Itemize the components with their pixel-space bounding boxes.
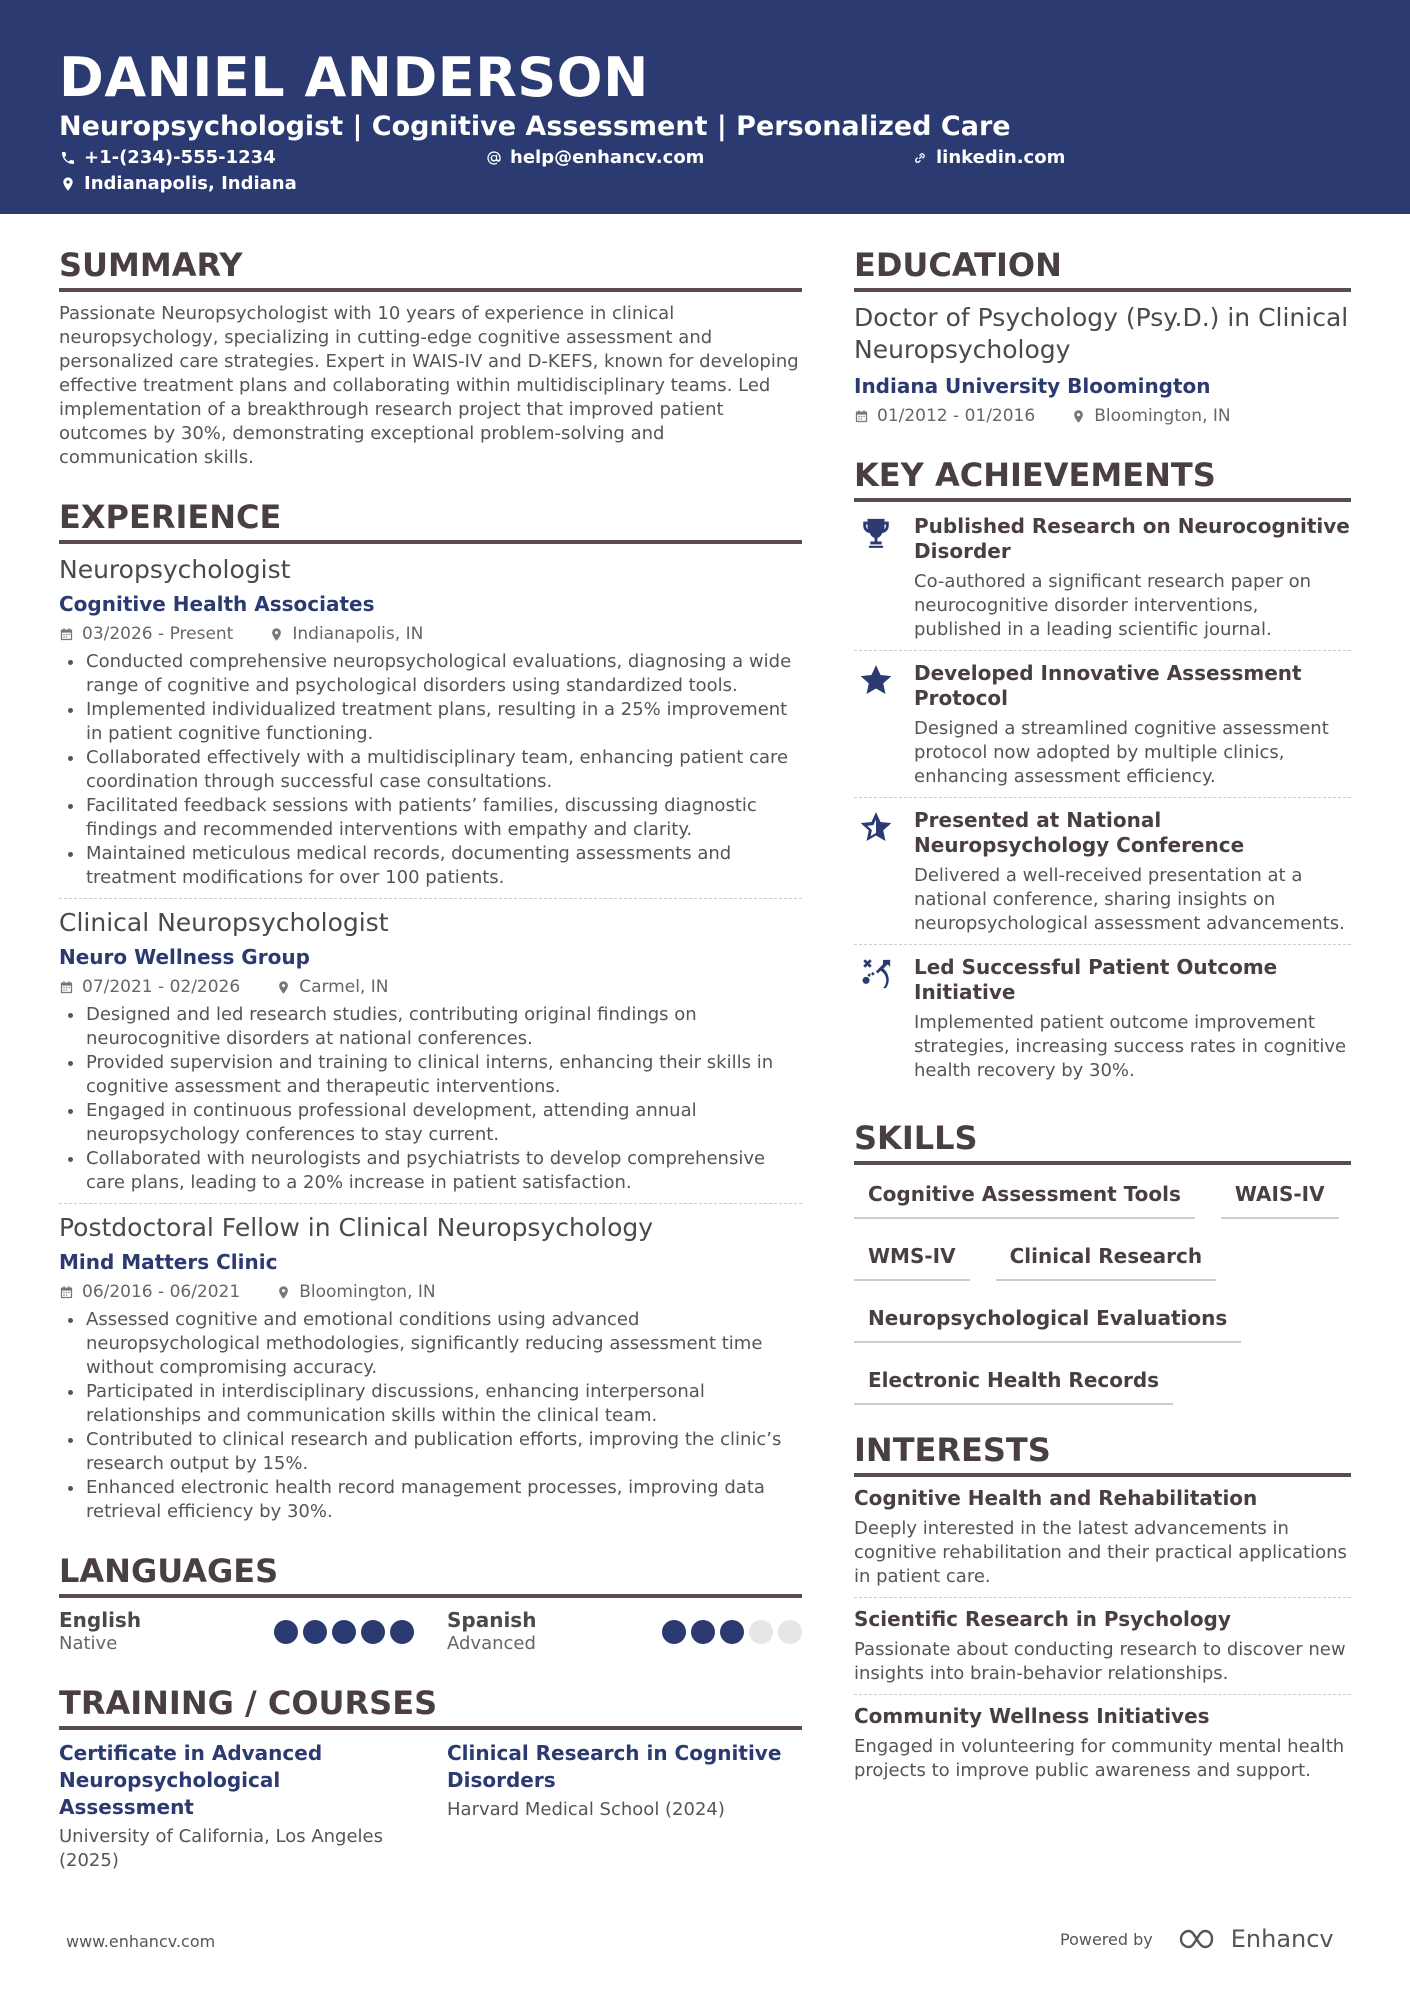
company-name: Mind Matters Clinic <box>59 1250 278 1274</box>
job-bullet: Provided supervision and training to clinical interns, enhancing their skills in cognitive assessment and therapeutic interventions. <box>59 1051 802 1099</box>
job-meta <box>59 975 802 999</box>
training-section <box>59 1684 802 1873</box>
language-rating <box>662 1620 802 1644</box>
summary-text: Passionate Neuropsychologist with 10 years of experience in clinical neuropsychology, specializing in cutting-edge cognitive assessment and personalized care strategies. Expert in WAIS-IV and D-KEFS, known for developing effective treatment plans and collaborating within multidisciplinary teams. Led implementation of a breakthrough research project that improved patient outcomes by 30%, demonstrating exceptional problem-solving and communication skills. <box>59 303 799 468</box>
phone-icon <box>60 150 76 166</box>
interest-item <box>854 1598 1351 1695</box>
skill-tag: Electronic Health Records <box>854 1359 1173 1405</box>
course-institution: University of California, Los Angeles (2025) <box>59 1826 384 1871</box>
job-title: Neuropsychologist <box>59 555 291 584</box>
language-level: Advanced <box>447 1633 536 1654</box>
job-bullet: Collaborated with neurologists and psychiatrists to develop comprehensive care plans, leading to a 20% increase in patient satisfaction. <box>59 1147 802 1195</box>
education-location: Bloomington, IN <box>1094 406 1231 426</box>
degree-title: Doctor of Psychology (Psy.D.) in Clinical Neuropsychology <box>854 303 1349 364</box>
achievement-icon-wrap <box>854 661 898 789</box>
job-title: Clinical Neuropsychologist <box>59 908 389 937</box>
interests-heading: INTERESTS <box>854 1431 1351 1477</box>
at-sign-icon <box>486 150 502 166</box>
job-bullet: Facilitated feedback sessions with patients’ families, discussing diagnostic findings and recommended interventions with empathy and clarity. <box>59 794 802 842</box>
course-title: Clinical Research in Cognitive Disorders <box>447 1741 782 1792</box>
achievements-heading: KEY ACHIEVEMENTS <box>854 456 1351 502</box>
rating-dot <box>749 1620 773 1644</box>
interest-title: Scientific Research in Psychology <box>854 1607 1231 1631</box>
skills-section <box>854 1119 1351 1405</box>
summary-section <box>59 246 802 470</box>
resume-header <box>0 0 1410 214</box>
achievement-icon-wrap <box>854 514 898 642</box>
rating-dot <box>274 1620 298 1644</box>
job-bullets <box>59 650 802 890</box>
course-item <box>447 1740 802 1873</box>
course-title: Certificate in Advanced Neuropsychological Assessment <box>59 1741 323 1819</box>
job-dates: 06/2016 - 06/2021 <box>82 1282 241 1302</box>
skill-tag: WMS-IV <box>854 1235 970 1281</box>
interest-description: Passionate about conducting research to discover new insights into brain-behavior relationships. <box>854 1639 1346 1684</box>
job-entry <box>59 1212 802 1532</box>
rating-dot <box>303 1620 327 1644</box>
achievements-section <box>854 456 1351 1091</box>
achievement-item <box>854 504 1351 651</box>
job-bullet: Engaged in continuous professional development, attending annual neuropsychology conferences to stay current. <box>59 1099 802 1147</box>
language-item <box>59 1608 414 1656</box>
achievement-title: Led Successful Patient Outcome Initiative <box>914 955 1278 1004</box>
email-link[interactable]: help@enhancv.com <box>510 147 705 168</box>
job-bullet: Collaborated effectively with a multidisciplinary team, enhancing patient care coordination through successful case consultations. <box>59 746 802 794</box>
interest-description: Engaged in volunteering for community mental health projects to improve public awareness and support. <box>854 1736 1345 1781</box>
skills-heading: SKILLS <box>854 1119 1351 1165</box>
job-meta <box>59 1280 802 1304</box>
job-bullet: Enhanced electronic health record management processes, improving data retrieval efficiency by 30%. <box>59 1476 802 1524</box>
star-filled-icon <box>859 663 893 697</box>
course-institution: Harvard Medical School (2024) <box>447 1799 725 1820</box>
experience-section <box>59 498 802 1532</box>
experience-heading: EXPERIENCE <box>59 498 802 544</box>
job-bullet: Conducted comprehensive neuropsychological evaluations, diagnosing a wide range of cognitive and psychological disorders using standardized tools. <box>59 650 802 698</box>
brand-logo[interactable] <box>1177 1925 1334 1953</box>
achievement-title: Published Research on Neurocognitive Disorder <box>914 514 1350 563</box>
star-outline-icon <box>859 810 893 844</box>
interests-section <box>854 1431 1351 1791</box>
achievement-item <box>854 945 1351 1091</box>
job-dates: 03/2026 - Present <box>82 624 234 644</box>
calendar-icon <box>59 1285 74 1300</box>
education-dates: 01/2012 - 01/2016 <box>877 406 1036 426</box>
achievement-description: Designed a streamlined cognitive assessment protocol now adopted by multiple clinics, enhancing assessment efficiency. <box>914 718 1329 787</box>
achievement-icon-wrap <box>854 808 898 936</box>
languages-list <box>59 1608 802 1656</box>
achievement-title: Developed Innovative Assessment Protocol <box>914 661 1302 710</box>
language-name: English <box>59 1608 142 1632</box>
linkedin-link[interactable]: linkedin.com <box>936 147 1066 168</box>
candidate-name: DANIEL ANDERSON <box>59 46 649 109</box>
job-bullet: Maintained meticulous medical records, documenting assessments and treatment modifications for over 100 patients. <box>59 842 802 890</box>
summary-heading: SUMMARY <box>59 246 802 292</box>
location-text: Indianapolis, Indiana <box>84 173 297 194</box>
location-pin-icon <box>276 1285 291 1300</box>
powered-by-label: Powered by <box>1060 1929 1153 1949</box>
experience-list <box>59 554 802 1532</box>
trophy-icon <box>859 516 893 550</box>
achievement-description: Implemented patient outcome improvement strategies, increasing success rates in cognitive health recovery by 30%. <box>914 1012 1347 1081</box>
job-bullet: Designed and led research studies, contributing original findings on neurocognitive disorders at national conferences. <box>59 1003 802 1051</box>
phone-text: +1-(234)-555-1234 <box>84 147 276 168</box>
location-pin-icon <box>1071 409 1086 424</box>
rating-dot <box>662 1620 686 1644</box>
company-name: Neuro Wellness Group <box>59 945 310 969</box>
language-rating <box>274 1620 414 1644</box>
location-pin-icon <box>276 980 291 995</box>
skill-tag: Neuropsychological Evaluations <box>854 1297 1241 1343</box>
skill-tag: WAIS-IV <box>1221 1173 1339 1219</box>
achievement-item <box>854 798 1351 945</box>
achievement-title: Presented at National Neuropsychology Conference <box>914 808 1245 857</box>
achievements-list <box>854 504 1351 1091</box>
footer-branding <box>1060 1925 1334 1953</box>
education-heading: EDUCATION <box>854 246 1351 292</box>
calendar-icon <box>854 409 869 424</box>
courses-list <box>59 1740 802 1873</box>
interest-description: Deeply interested in the latest advancements in cognitive rehabilitation and their practical applications in patient care. <box>854 1518 1347 1587</box>
enhancv-logo-icon <box>1177 1926 1227 1952</box>
right-column <box>854 246 1351 1791</box>
location-pin-icon <box>269 627 284 642</box>
contact-email[interactable] <box>486 146 704 170</box>
interest-title: Cognitive Health and Rehabilitation <box>854 1486 1258 1510</box>
achievement-item <box>854 651 1351 798</box>
link-icon <box>912 150 928 166</box>
rating-dot <box>720 1620 744 1644</box>
calendar-icon <box>59 980 74 995</box>
job-dates: 07/2021 - 02/2026 <box>82 977 241 997</box>
rating-dot <box>361 1620 385 1644</box>
job-meta <box>59 622 802 646</box>
calendar-icon <box>59 627 74 642</box>
candidate-headline: Neuropsychologist | Cognitive Assessment | Personalized Care <box>59 111 1011 142</box>
job-bullet: Assessed cognitive and emotional conditions using advanced neuropsychological methodologies, significantly reducing assessment time without compromising accuracy. <box>59 1308 802 1380</box>
skills-list <box>854 1173 1351 1405</box>
languages-heading: LANGUAGES <box>59 1552 802 1598</box>
job-bullet: Contributed to clinical research and publication efforts, improving the clinic’s research output by 15%. <box>59 1428 802 1476</box>
skill-tag: Cognitive Assessment Tools <box>854 1173 1195 1219</box>
education-meta <box>854 404 1351 428</box>
job-location: Indianapolis, IN <box>292 624 424 644</box>
job-entry <box>59 907 802 1204</box>
job-title: Postdoctoral Fellow in Clinical Neuropsychology <box>59 1213 654 1242</box>
footer-website[interactable]: www.enhancv.com <box>66 1932 216 1951</box>
contact-phone <box>60 146 276 170</box>
strategy-icon <box>859 957 893 991</box>
rating-dot <box>332 1620 356 1644</box>
interest-title: Community Wellness Initiatives <box>854 1704 1210 1728</box>
course-item <box>59 1740 414 1873</box>
achievement-description: Delivered a well-received presentation at a national conference, sharing insights on neuropsychological assessment advancements. <box>914 865 1345 934</box>
language-level: Native <box>59 1633 118 1654</box>
job-bullets <box>59 1308 802 1524</box>
achievement-description: Co-authored a significant research paper on neurocognitive disorder interventions, published in a leading scientific journal. <box>914 571 1312 640</box>
education-section <box>854 246 1351 428</box>
rating-dot <box>390 1620 414 1644</box>
rating-dot <box>778 1620 802 1644</box>
contact-location <box>60 172 297 196</box>
skill-tag: Clinical Research <box>996 1235 1217 1281</box>
company-name: Cognitive Health Associates <box>59 592 375 616</box>
location-pin-icon <box>60 176 76 192</box>
language-name: Spanish <box>447 1608 537 1632</box>
job-bullet: Implemented individualized treatment plans, resulting in a 25% improvement in patient cognitive functioning. <box>59 698 802 746</box>
languages-section <box>59 1552 802 1656</box>
contact-linkedin[interactable] <box>912 146 1065 170</box>
rating-dot <box>691 1620 715 1644</box>
language-item <box>447 1608 802 1656</box>
left-column <box>59 246 802 1873</box>
interest-item <box>854 1695 1351 1791</box>
job-entry <box>59 554 802 899</box>
job-bullet: Participated in interdisciplinary discussions, enhancing interpersonal relationships and communication skills within the clinical team. <box>59 1380 802 1428</box>
school-name: Indiana University Bloomington <box>854 374 1211 398</box>
training-heading: TRAINING / COURSES <box>59 1684 802 1730</box>
achievement-icon-wrap <box>854 955 898 1083</box>
job-location: Bloomington, IN <box>299 1282 436 1302</box>
job-bullets <box>59 1003 802 1195</box>
job-location: Carmel, IN <box>299 977 389 997</box>
interest-item <box>854 1477 1351 1598</box>
interests-list <box>854 1477 1351 1791</box>
brand-name: Enhancv <box>1230 1925 1334 1953</box>
